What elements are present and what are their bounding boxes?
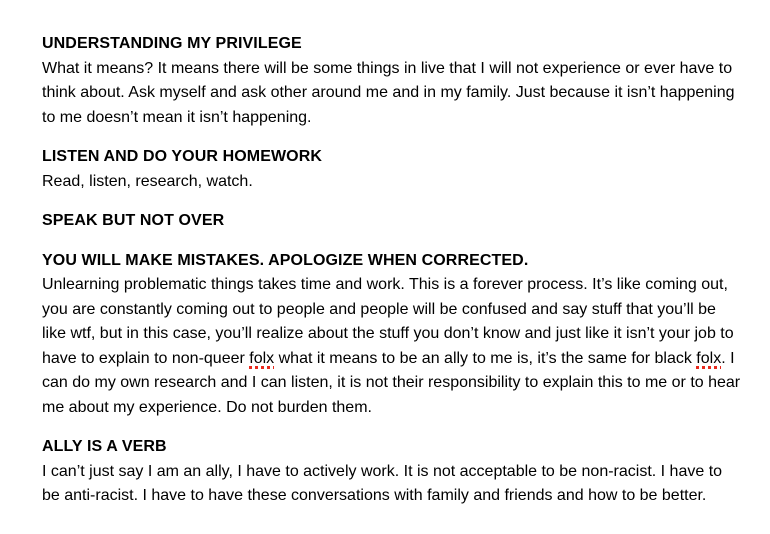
section-listen-and-do-your-homework: [42, 145, 742, 194]
section-paragraph: [42, 460, 742, 509]
misspelled-word[interactable]: folx: [696, 349, 722, 367]
section-heading: UNDERSTANDING MY PRIVILEGE: [42, 35, 302, 52]
paragraph-text: I can’t just say I am an ally, I have to actively work. It is not acceptable to be non-racist. I have to be anti-racist. I have to have these conversations with family and friends and how to be better.: [42, 462, 723, 504]
paragraph-text: what it means to be an ally to me is, it’s the same for black: [274, 349, 697, 367]
section-paragraph: [42, 57, 742, 131]
section-paragraph: [42, 273, 742, 420]
section-paragraph: [42, 170, 742, 195]
section-understanding-my-privilege: [42, 32, 742, 130]
section-ally-is-a-verb: [42, 435, 742, 509]
section-you-will-make-mistakes: [42, 249, 742, 421]
section-heading: YOU WILL MAKE MISTAKES. APOLOGIZE WHEN CORRECTED.: [42, 251, 529, 269]
paragraph-text: What it means? It means there will be some things in live that I will not experience or ever have to think about. Ask myself and ask other around me and in my family. Just because it isn’t happening to me doesn’t mean it isn’t happening.: [42, 59, 735, 126]
misspelled-word[interactable]: folx: [249, 349, 275, 367]
section-speak-but-not-over: [42, 209, 742, 234]
section-heading: ALLY IS A VERB: [42, 438, 167, 455]
paragraph-text: . I can do my own research and I can listen, it is not their responsibility to explain this to me or to hear me about my experience. Do not burden them.: [42, 349, 741, 416]
paragraph-text: Unlearning problematic things takes time and work. This is a forever process. It’s like coming out, you are constantly coming out to people and people will be confused and say stuff that you’ll be like wtf, but in this case, you’ll realize about the stuff you don’t know and just like it isn’t your job to have to explain to non-queer: [42, 276, 734, 367]
paragraph-text: Read, listen, research, watch.: [42, 172, 253, 190]
section-heading: SPEAK BUT NOT OVER: [42, 212, 225, 229]
section-heading: LISTEN AND DO YOUR HOMEWORK: [42, 148, 323, 165]
